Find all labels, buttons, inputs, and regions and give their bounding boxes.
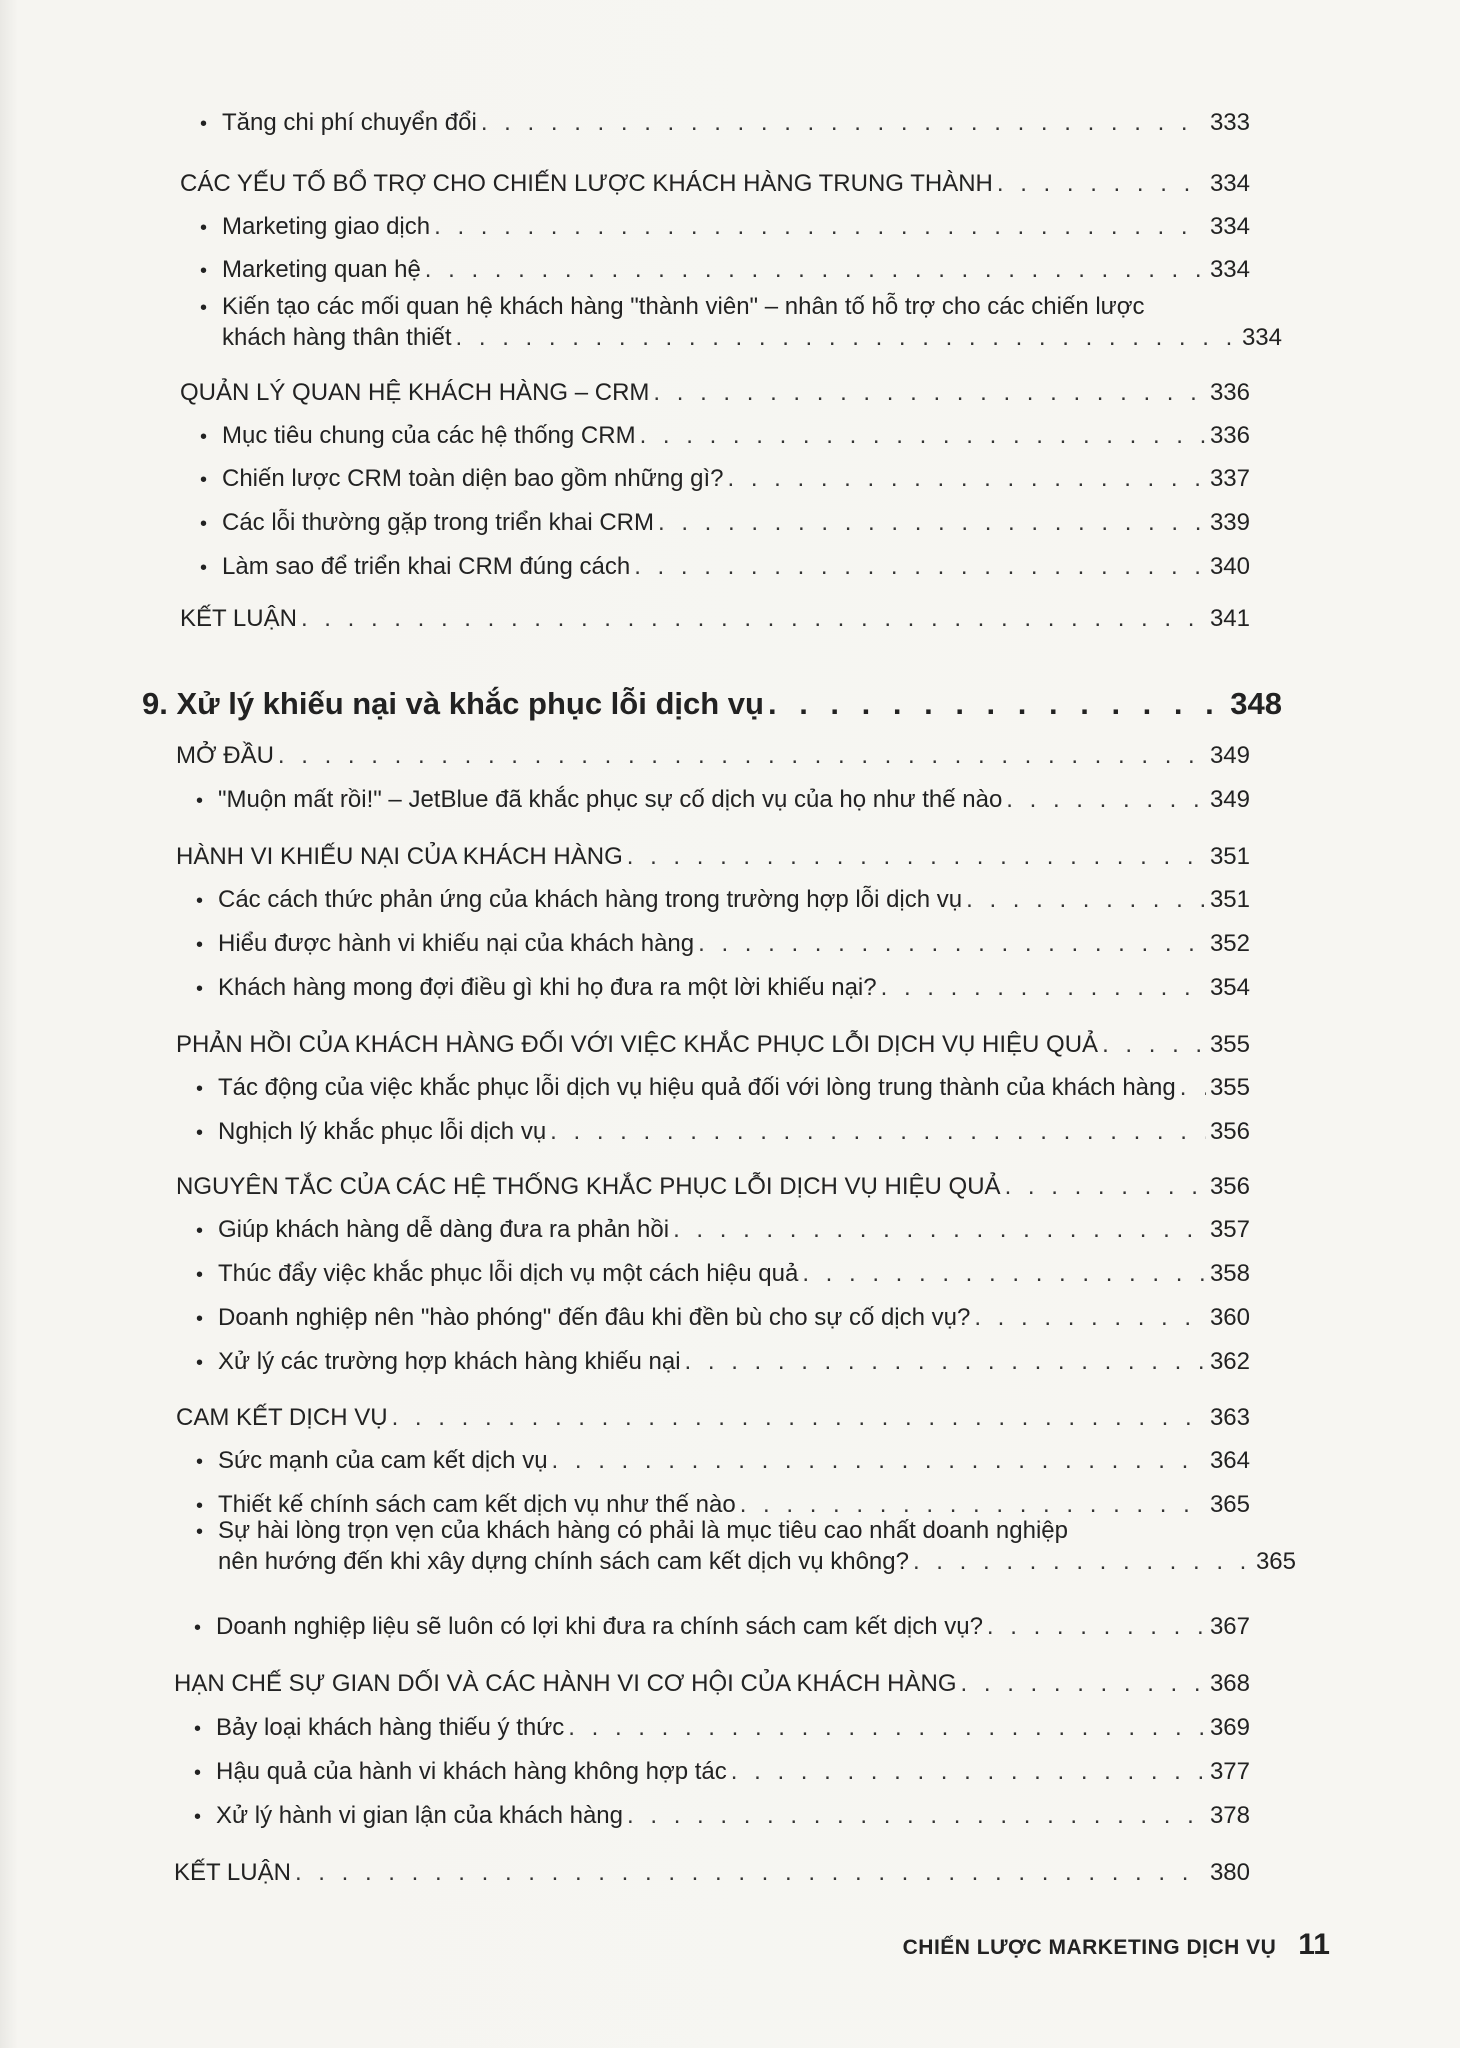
toc-entry-label: nên hướng đến khi xây dựng chính sách cam kết dịch vụ không? <box>218 1548 909 1575</box>
toc-page-number: 336 <box>1209 422 1250 449</box>
bullet-icon: • <box>196 1078 204 1100</box>
toc-page-number: 365 <box>1209 1491 1250 1518</box>
toc-entry-label: PHẢN HỒI CỦA KHÁCH HÀNG ĐỐI VỚI VIỆC KHẮC PHỤC LỖI DỊCH VỤ HIỆU QUẢ <box>176 1031 1099 1058</box>
bullet-icon: • <box>194 1718 202 1740</box>
toc-page-number: 341 <box>1209 605 1250 632</box>
bullet-icon: • <box>196 1220 204 1242</box>
toc-subentry <box>200 255 1250 286</box>
dot-leader <box>278 741 1206 771</box>
toc-page-number: 334 <box>1241 324 1282 351</box>
toc-subentry <box>196 885 1250 916</box>
bullet-icon: • <box>196 1308 204 1330</box>
toc-page-number: 340 <box>1209 553 1250 580</box>
dot-leader <box>434 212 1206 242</box>
dot-leader <box>658 508 1206 538</box>
toc-page-number: 355 <box>1209 1031 1250 1058</box>
toc-entry-label: KẾT LUẬN <box>180 605 297 632</box>
dot-leader <box>881 973 1206 1003</box>
toc-subentry <box>196 1215 1250 1246</box>
toc-subentry <box>194 1612 1250 1643</box>
dot-leader <box>1102 1030 1206 1060</box>
toc-subentry <box>196 929 1250 960</box>
toc-page-number: 351 <box>1209 843 1250 870</box>
toc-entry-label: Bảy loại khách hàng thiếu ý thức <box>216 1714 565 1741</box>
toc-subentry <box>196 1073 1250 1104</box>
page-number: 11 <box>1298 1928 1330 1961</box>
toc-page-number: 358 <box>1209 1260 1250 1287</box>
dot-leader <box>1005 1172 1206 1202</box>
dot-leader <box>740 1490 1206 1520</box>
toc-subentry <box>194 1801 1250 1832</box>
toc-section-entry <box>180 378 1250 408</box>
toc-page-number: 349 <box>1209 742 1250 769</box>
toc-page-number: 339 <box>1209 509 1250 536</box>
dot-leader <box>552 1446 1206 1476</box>
toc-subentry <box>200 508 1250 539</box>
toc-entry-multiline <box>200 292 1282 353</box>
dot-leader <box>653 378 1206 408</box>
toc-page-number: 363 <box>1209 1404 1250 1431</box>
dot-leader <box>568 1713 1206 1743</box>
toc-page-number: 349 <box>1209 786 1250 813</box>
toc-entry-label: Các cách thức phản ứng của khách hàng trong trường hợp lỗi dịch vụ <box>218 886 963 913</box>
toc-entry-label: Giúp khách hàng dễ dàng đưa ra phản hồi <box>218 1216 670 1243</box>
dot-leader <box>1006 785 1206 815</box>
toc-subentry <box>196 785 1250 816</box>
toc-entry-label: Marketing giao dịch <box>222 213 431 240</box>
toc-section-entry <box>180 604 1250 634</box>
bullet-icon: • <box>200 426 208 448</box>
toc-entry-label: Thúc đẩy việc khắc phục lỗi dịch vụ một cách hiệu quả <box>218 1260 799 1287</box>
toc-entry-label: QUẢN LÝ QUAN HỆ KHÁCH HÀNG – CRM <box>180 379 650 406</box>
dot-leader <box>966 885 1206 915</box>
toc-page-number: 352 <box>1209 930 1250 957</box>
toc-page-number: 357 <box>1209 1216 1250 1243</box>
dot-leader <box>913 1547 1252 1577</box>
toc-subentry <box>196 1303 1250 1334</box>
toc-entry-label: Khách hàng mong đợi điều gì khi họ đưa ra một lời khiếu nại? <box>218 974 877 1001</box>
toc-page-number: 368 <box>1209 1670 1250 1697</box>
bullet-icon: • <box>196 1521 204 1543</box>
toc-page-number: 367 <box>1209 1613 1250 1640</box>
dot-leader <box>698 929 1206 959</box>
toc-page-number: 365 <box>1255 1548 1296 1575</box>
toc-entry-label: Kiến tạo các mối quan hệ khách hàng "thành viên" – nhân tố hỗ trợ cho các chiến lược <box>222 293 1145 320</box>
toc-page-number: 364 <box>1209 1447 1250 1474</box>
toc-entry-label: Sức mạnh của cam kết dịch vụ <box>218 1447 548 1474</box>
toc-entry-label: Sự hài lòng trọn vẹn của khách hàng có phải là mục tiêu cao nhất doanh nghiệp <box>218 1517 1068 1544</box>
toc-entry-label: HÀNH VI KHIẾU NẠI CỦA KHÁCH HÀNG <box>176 843 623 870</box>
dot-leader <box>456 323 1238 353</box>
toc-section-entry <box>176 741 1250 771</box>
toc-entry-label: Xử lý các trường hợp khách hàng khiếu nại <box>218 1348 681 1375</box>
toc-page-number: 369 <box>1209 1714 1250 1741</box>
toc-subentry <box>200 464 1250 495</box>
bullet-icon: • <box>196 934 204 956</box>
toc-subentry <box>196 1117 1250 1148</box>
toc-subentry <box>196 973 1250 1004</box>
dot-leader <box>640 421 1206 451</box>
bullet-icon: • <box>196 1264 204 1286</box>
chapter-heading <box>142 684 1282 724</box>
dot-leader <box>392 1403 1206 1433</box>
dot-leader <box>673 1215 1206 1245</box>
dot-leader <box>961 1669 1206 1699</box>
bullet-icon: • <box>200 469 208 491</box>
toc-entry-label: Hiểu được hành vi khiếu nại của khách hàng <box>218 930 695 957</box>
toc-entry-label: Doanh nghiệp liệu sẽ luôn có lợi khi đưa ra chính sách cam kết dịch vụ? <box>216 1613 983 1640</box>
dot-leader <box>987 1612 1206 1642</box>
toc-entry-label: Nghịch lý khắc phục lỗi dịch vụ <box>218 1118 547 1145</box>
toc-page-number: 334 <box>1209 170 1250 197</box>
toc-entry-label: Thiết kế chính sách cam kết dịch vụ như thế nào <box>218 1491 736 1518</box>
toc-entry-label: khách hàng thân thiết <box>222 324 452 351</box>
toc-entry-label: HẠN CHẾ SỰ GIAN DỐI VÀ CÁC HÀNH VI CƠ HỘI CỦA KHÁCH HÀNG <box>174 1670 957 1697</box>
toc-section-entry <box>176 1030 1250 1060</box>
toc-entry-label: Làm sao để triển khai CRM đúng cách <box>222 553 631 580</box>
bullet-icon: • <box>200 557 208 579</box>
toc-entry-label: Marketing quan hệ <box>222 256 421 283</box>
dot-leader <box>550 1117 1206 1147</box>
toc-section-entry <box>176 1403 1250 1433</box>
toc-subentry <box>200 421 1250 452</box>
toc-section-entry <box>176 1172 1250 1202</box>
toc-subentry <box>200 212 1250 243</box>
toc-entry-label: Doanh nghiệp nên "hào phóng" đến đâu khi đền bù cho sự cố dịch vụ? <box>218 1304 971 1331</box>
dot-leader <box>997 169 1206 199</box>
toc-page-number: 377 <box>1209 1758 1250 1785</box>
dot-leader <box>802 1259 1206 1289</box>
toc-page-number: 360 <box>1209 1304 1250 1331</box>
toc-page-number: 354 <box>1209 974 1250 1001</box>
dot-leader <box>481 108 1206 138</box>
toc-section-entry <box>176 842 1250 872</box>
toc-entry-label: MỞ ĐẦU <box>176 742 274 769</box>
toc-page-number: 333 <box>1209 109 1250 136</box>
dot-leader <box>634 552 1206 582</box>
toc-entry-label: NGUYÊN TẮC CỦA CÁC HỆ THỐNG KHẮC PHỤC LỖI DỊCH VỤ HIỆU QUẢ <box>176 1173 1001 1200</box>
bullet-icon: • <box>194 1762 202 1784</box>
toc-entry-label: Tăng chi phí chuyển đổi <box>222 109 477 136</box>
bullet-icon: • <box>196 1451 204 1473</box>
toc-entry-label: Hậu quả của hành vi khách hàng không hợp tác <box>216 1758 727 1785</box>
dot-leader <box>1180 1073 1206 1103</box>
toc-entry-label: CAM KẾT DỊCH VỤ <box>176 1404 388 1431</box>
toc-entry-label: KẾT LUẬN <box>174 1859 291 1886</box>
chapter-page-number: 348 <box>1230 686 1282 721</box>
toc-subentry <box>194 1713 1250 1744</box>
toc-page-number: 336 <box>1209 379 1250 406</box>
toc-page-number: 351 <box>1209 886 1250 913</box>
bullet-icon: • <box>196 790 204 812</box>
bullet-icon: • <box>200 217 208 239</box>
bullet-icon: • <box>194 1806 202 1828</box>
toc-subentry <box>196 1446 1250 1477</box>
bullet-icon: • <box>196 978 204 1000</box>
toc-page-number: 334 <box>1209 213 1250 240</box>
toc-subentry <box>196 1259 1250 1290</box>
toc-page-number: 362 <box>1209 1348 1250 1375</box>
dot-leader <box>727 464 1205 494</box>
page-footer <box>903 1928 1330 1962</box>
toc-subentry <box>196 1347 1250 1378</box>
bullet-icon: • <box>196 890 204 912</box>
dot-leader <box>301 604 1206 634</box>
toc-page-number: 356 <box>1209 1118 1250 1145</box>
toc-section-entry <box>180 169 1250 199</box>
toc-page-number: 378 <box>1209 1802 1250 1829</box>
dot-leader <box>768 684 1226 724</box>
toc-entry-label: Xử lý hành vi gian lận của khách hàng <box>216 1802 624 1829</box>
toc-entry-multiline <box>196 1516 1296 1577</box>
toc-subentry <box>200 552 1250 583</box>
dot-leader <box>425 255 1206 285</box>
bullet-icon: • <box>200 513 208 535</box>
bullet-icon: • <box>200 297 208 319</box>
toc-page-number: 355 <box>1209 1074 1250 1101</box>
toc-subentry <box>194 1757 1250 1788</box>
toc-entry-label: Chiến lược CRM toàn diện bao gồm những gì? <box>222 465 724 492</box>
bullet-icon: • <box>200 113 208 135</box>
chapter-title: 9. Xử lý khiếu nại và khắc phục lỗi dịch vụ <box>142 686 764 721</box>
bullet-icon: • <box>200 260 208 282</box>
toc-subentry <box>200 108 1250 139</box>
bullet-icon: • <box>194 1617 202 1639</box>
toc-section-entry <box>174 1858 1250 1888</box>
toc-page-number: 356 <box>1209 1173 1250 1200</box>
toc-page-number: 337 <box>1209 465 1250 492</box>
toc-section-entry <box>174 1669 1250 1699</box>
bullet-icon: • <box>196 1122 204 1144</box>
dot-leader <box>685 1347 1206 1377</box>
dot-leader <box>627 1801 1206 1831</box>
toc-entry-label: "Muộn mất rồi!" – JetBlue đã khắc phục sự cố dịch vụ của họ như thế nào <box>218 786 1003 813</box>
toc-entry-label: Mục tiêu chung của các hệ thống CRM <box>222 422 636 449</box>
bullet-icon: • <box>196 1352 204 1374</box>
bullet-icon: • <box>196 1495 204 1517</box>
toc-entry-label: CÁC YẾU TỐ BỔ TRỢ CHO CHIẾN LƯỢC KHÁCH HÀNG TRUNG THÀNH <box>180 170 993 197</box>
toc-entry-label: Tác động của việc khắc phục lỗi dịch vụ hiệu quả đối với lòng trung thành của khách hàng <box>218 1074 1176 1101</box>
dot-leader <box>731 1757 1206 1787</box>
toc-entry-label: Các lỗi thường gặp trong triển khai CRM <box>222 509 654 536</box>
dot-leader <box>974 1303 1206 1333</box>
running-book-title: CHIẾN LƯỢC MARKETING DỊCH VỤ <box>902 1936 1277 1959</box>
dot-leader <box>627 842 1206 872</box>
toc-page-number: 334 <box>1209 256 1250 283</box>
toc-page-number: 380 <box>1209 1859 1250 1886</box>
toc-subentry <box>196 1490 1250 1521</box>
dot-leader <box>295 1858 1206 1888</box>
